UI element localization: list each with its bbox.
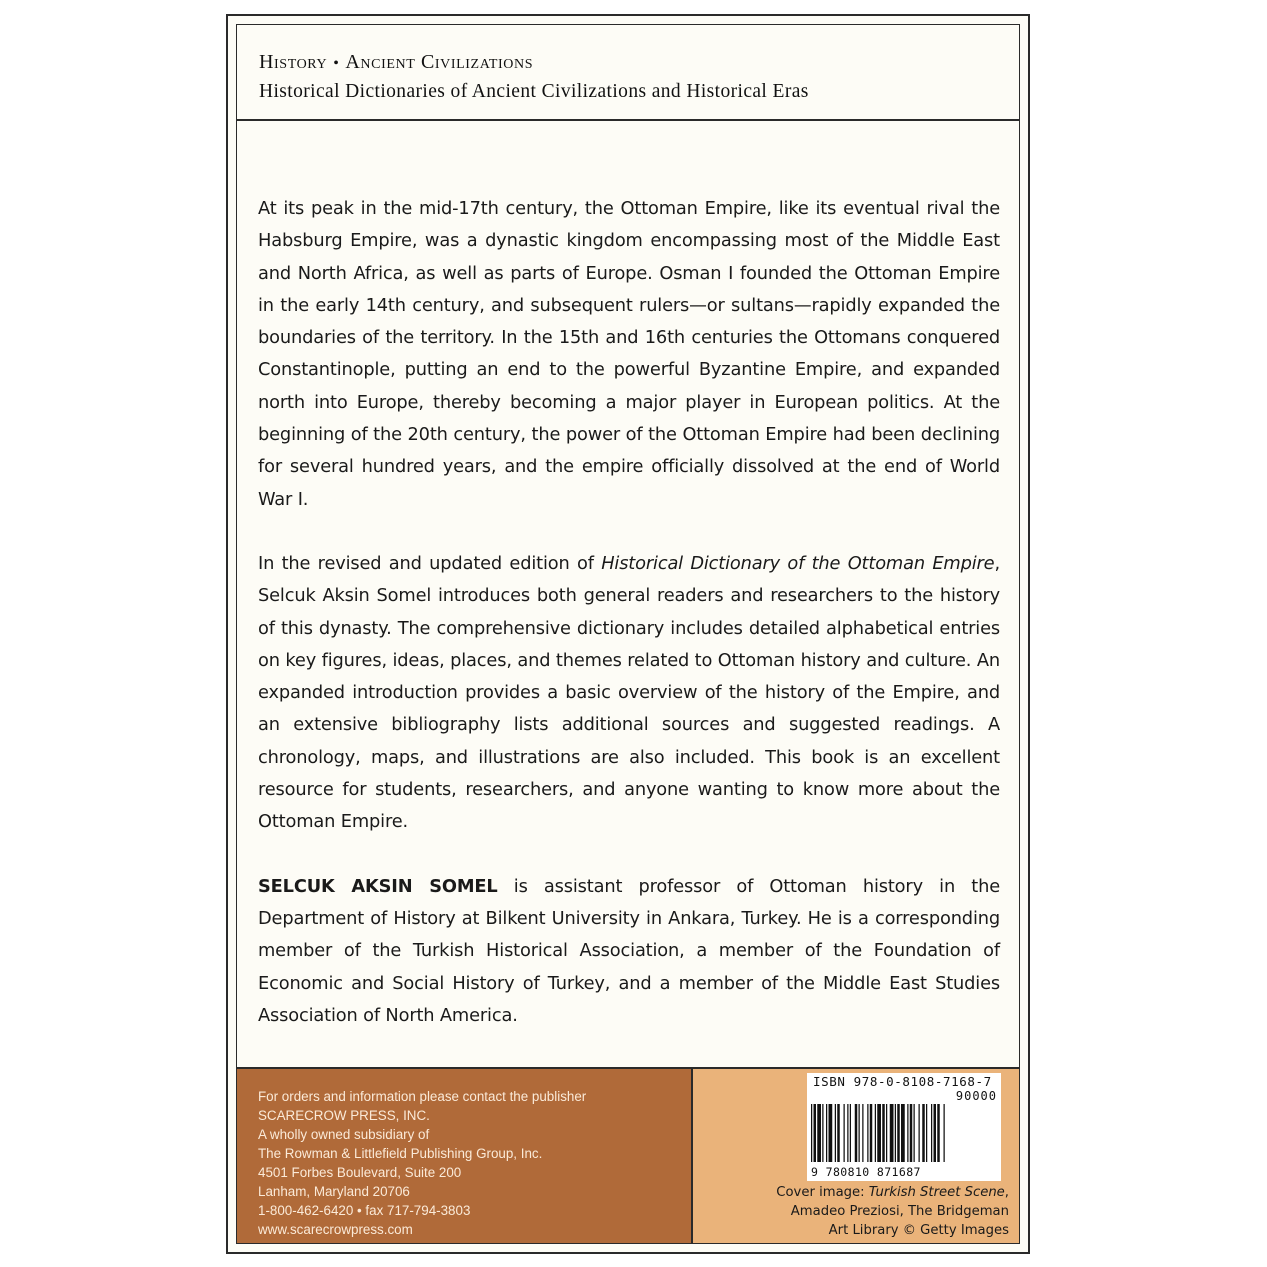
category-ancient-civilizations: Ancient Civilizations (345, 51, 534, 73)
series-title: Historical Dictionaries of Ancient Civilizations and Historical Eras (259, 81, 809, 102)
isbn-number: ISBN 978-0-8108-7168-7 (813, 1074, 992, 1089)
barcode-icon (809, 1104, 999, 1164)
cover-image-credit (776, 1183, 1009, 1240)
barcode-panel (693, 1069, 1019, 1243)
back-cover (226, 14, 1030, 1254)
credit-comma: , (1004, 1185, 1009, 1200)
credit-prefix: Cover image: (776, 1185, 869, 1200)
book-title: Historical Dictionary of the Ottoman Empire (601, 552, 995, 574)
category-separator: • (333, 55, 340, 72)
blurb-text (258, 193, 1000, 1064)
cover-footer (237, 1067, 1019, 1243)
paragraph-2-intro: In the revised and updated edition of (258, 552, 602, 574)
description-paragraph-2 (258, 548, 1000, 839)
author-bio (258, 871, 1000, 1032)
series-header (237, 25, 1019, 121)
cover-inner-frame (236, 24, 1020, 1244)
description-paragraph-1: At its peak in the mid-17th century, the Ottoman Empire, like its eventual rival the Habsburg Empire, was a dynastic kingdom encompassing most of the Middle East and North Africa, as well as parts of Europe. Osman I founded the Ottoman Empire in the early 14th century, and subsequent rulers—or sultans—rapidly expanded the boundaries of the territory. In the 15th and 16th centuries the Ottomans conquered Constantinople, putting an end to the powerful Byzantine Empire, and expanded north into Europe, thereby becoming a major player in European politics. At the beginning of the 20th century, the power of the Ottoman Empire had been declining for several hundred years, and the empire officially dissolved at the end of World War I. (258, 198, 1000, 510)
credit-line-2: Amadeo Preziosi, The Bridgeman (790, 1204, 1009, 1219)
category-history: History (259, 51, 328, 73)
credit-artwork-title: Turkish Street Scene (868, 1185, 1005, 1200)
publisher-line: SCARECROW PRESS, INC. (258, 1108, 430, 1123)
barcode-digits: 9 780810 871687 (811, 1165, 921, 1179)
publisher-info (237, 1069, 693, 1243)
publisher-line: A wholly owned subsidiary of (258, 1127, 430, 1142)
publisher-website: www.scarecrowpress.com (258, 1222, 413, 1237)
publisher-line: For orders and information please contact the publisher (258, 1089, 587, 1104)
paragraph-2-body: , Selcuk Aksin Somel introduces both general readers and researchers to the history of this dynasty. The comprehensive dictionary includes detailed alphabetical entries on key figures, ideas, places, and themes related to Ottoman history and culture. An expanded introduction provides a basic overview of the history of the Empire, and an extensive bibliography lists additional sources and suggested readings. A chronology, maps, and illustrations are also included. This book is an excellent resource for students, researchers, and anyone wanting to know more about the Ottoman Empire. (258, 552, 1000, 833)
category-line (259, 51, 533, 74)
author-bio-text: is assistant professor of Ottoman history in the Department of History at Bilkent University in Ankara, Turkey. He is a corresponding member of the Turkish Historical Association, a member of the Foundation of Economic and Social History of Turkey, and a member of the Middle East Studies Association of North America. (258, 875, 1000, 1026)
publisher-line: 4501 Forbes Boulevard, Suite 200 (258, 1165, 462, 1180)
author-name: SELCUK AKSIN SOMEL (258, 875, 498, 897)
publisher-line: Lanham, Maryland 20706 (258, 1184, 410, 1199)
price-code: 90000 (955, 1089, 997, 1103)
publisher-line: The Rowman & Littlefield Publishing Group, Inc. (258, 1146, 543, 1161)
publisher-line: 1-800-462-6420 • fax 717-794-3803 (258, 1203, 471, 1218)
credit-line-1 (776, 1183, 1009, 1202)
credit-line-3: Art Library © Getty Images (828, 1223, 1009, 1238)
barcode-label (807, 1073, 1001, 1181)
